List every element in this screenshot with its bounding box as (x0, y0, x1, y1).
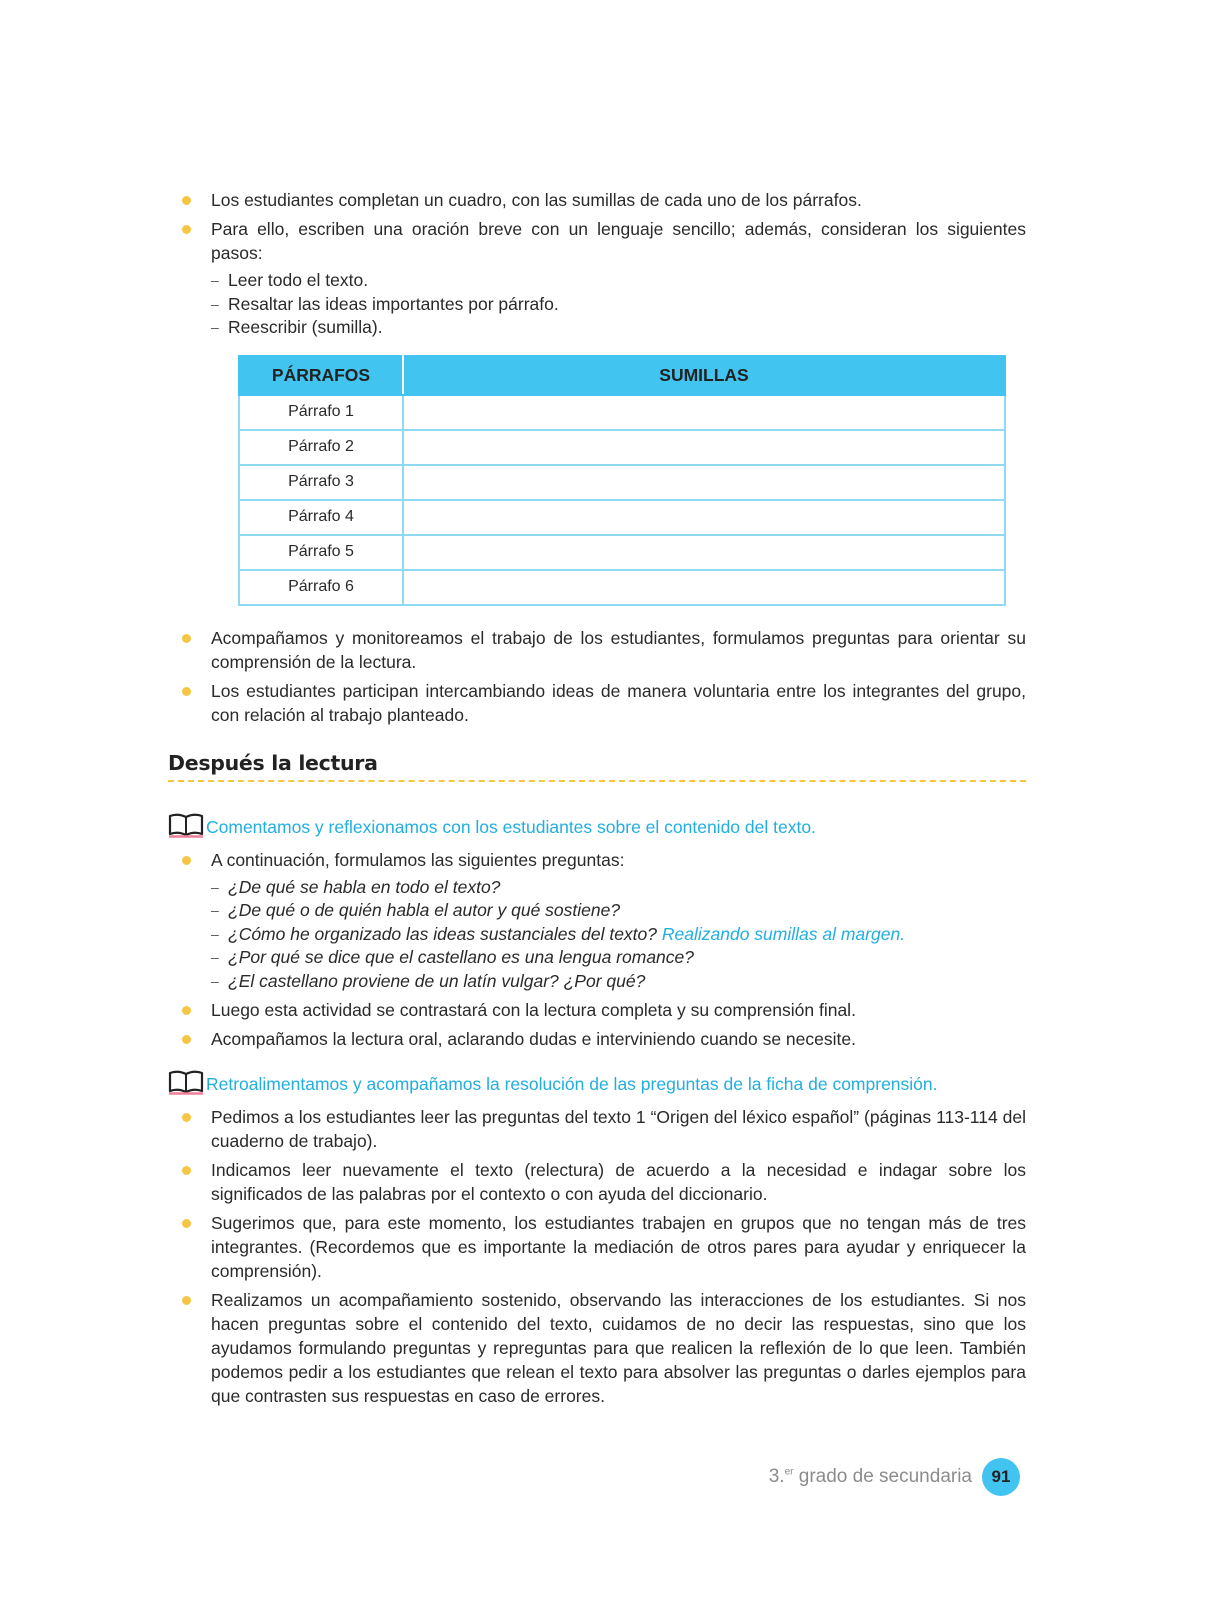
table-header-row (239, 356, 1005, 395)
bullet-icon (182, 1035, 191, 1044)
bullet-icon (182, 1113, 191, 1122)
sumilla-cell[interactable] (403, 535, 1005, 570)
open-book-icon (168, 812, 204, 838)
question-item: – ¿De qué se habla en todo el texto? (211, 876, 501, 897)
open-book-icon (168, 1069, 204, 1095)
activity-heading: Retroalimentamos y acompañamos la resolución de las preguntas de la ficha de comprensión. (168, 1069, 1026, 1095)
list-item: Los estudiantes completan un cuadro, con las sumillas de cada uno de los párrafos. (168, 188, 1026, 212)
bullet-icon (182, 1296, 191, 1305)
table-row: Párrafo 5 (239, 535, 1005, 570)
step-item: – Reescribir (sumilla). (211, 317, 383, 337)
page-number: 91 (982, 1458, 1020, 1496)
bullet-icon (182, 634, 191, 643)
page-footer (769, 1458, 1020, 1496)
bullet-icon (182, 856, 191, 865)
bullet-icon (182, 1006, 191, 1015)
list-item: Luego esta actividad se contrastará con la lectura completa y su comprensión final. (168, 998, 1026, 1022)
middle-list (168, 626, 1026, 727)
sumilla-cell[interactable] (403, 500, 1005, 535)
table-row: Párrafo 1 (239, 395, 1005, 430)
activity2-list (168, 1105, 1026, 1408)
step-item: – Leer todo el texto. (211, 270, 369, 290)
activity1-list (168, 848, 1026, 1052)
list-item: Pedimos a los estudiantes leer las preguntas del texto 1 “Origen del léxico español” (páginas 113-114 del cuaderno de trabajo). (168, 1105, 1026, 1153)
list-item: Acompañamos la lectura oral, aclarando dudas e interviniendo cuando se necesite. (168, 1027, 1026, 1051)
summary-table (238, 355, 1006, 606)
column-header-parrafos: PÁRRAFOS (239, 356, 403, 395)
list-item: Realizamos un acompañamiento sostenido, observando las interacciones de los estudiantes. Si nos hacen preguntas sobre el contenido del texto, cuidamos de no decir las respuestas, sino que los ayudamos formulando preguntas y repreguntas para que realicen la reflexión de lo que leen. También podemos pedir a los estudiantes que relean el texto para absolver las preguntas o darles ejemplos para que contrasten sus respuestas en caso de errores. (168, 1288, 1026, 1408)
question-item: – ¿El castellano proviene de un latín vulgar? ¿Por qué? (211, 970, 646, 991)
activity-heading: Comentamos y reflexionamos con los estudiantes sobre el contenido del texto. (168, 812, 1026, 838)
table-row: Párrafo 2 (239, 430, 1005, 465)
answer-note: Realizando sumillas al margen. (661, 923, 906, 944)
list-item: Para ello, escriben una oración breve con un lenguaje sencillo; además, consideran los siguientes pasos: – Leer todo el texto. – Resaltar las ideas importantes por párrafo. – Reescribir (sumilla). (168, 217, 1026, 340)
bullet-icon (182, 225, 191, 234)
column-header-sumillas: SUMILLAS (403, 356, 1005, 395)
question-item: – ¿De qué o de quién habla el autor y qué sostiene? (211, 900, 621, 920)
sumilla-cell[interactable] (403, 465, 1005, 500)
list-item: Los estudiantes participan intercambiando ideas de manera voluntaria entre los integrantes del grupo, con relación al trabajo planteado. (168, 679, 1026, 727)
intro-list (168, 188, 1026, 340)
bullet-icon (182, 1219, 191, 1228)
question-item: – ¿Por qué se dice que el castellano es una lengua romance? (211, 947, 694, 967)
page-content (168, 188, 1026, 1413)
sumilla-cell[interactable] (403, 430, 1005, 465)
section-title: Después la lectura (168, 751, 1026, 782)
sumilla-cell[interactable] (403, 395, 1005, 430)
list-item: Sugerimos que, para este momento, los estudiantes trabajen en grupos que no tengan más de tres integrantes. (Recordemos que es importante la mediación de otros pares para ayudar y enriquecer la comprensión). (168, 1211, 1026, 1283)
question-item: – ¿Cómo he organizado las ideas sustanciales del texto? Realizando sumillas al margen. (211, 923, 906, 944)
questions-list (211, 876, 1026, 994)
bullet-icon (182, 1166, 191, 1175)
list-item: Indicamos leer nuevamente el texto (relectura) de acuerdo a la necesidad e indagar sobre los significados de las palabras por el contexto o con ayuda del diccionario. (168, 1158, 1026, 1206)
step-item: – Resaltar las ideas importantes por párrafo. (211, 293, 559, 314)
bullet-icon (182, 687, 191, 696)
sumilla-cell[interactable] (403, 570, 1005, 605)
table-row: Párrafo 6 (239, 570, 1005, 605)
bullet-icon (182, 196, 191, 205)
list-item: Acompañamos y monitoreamos el trabajo de los estudiantes, formulamos preguntas para orientar su comprensión de la lectura. (168, 626, 1026, 674)
grade-label: 3.$^{er}$ grado de secundaria (768, 1466, 972, 1487)
list-item: A continuación, formulamos las siguientes preguntas: – ¿De qué se habla en todo el texto? – ¿De qué o de quién habla el autor y qué sostiene? – ¿Cómo he organizado las ideas sustanciales del texto? Realizando sumillas al margen. – ¿Por qué se dice que el castellano es una lengua romance? – ¿El castellano proviene de un latín vulgar? ¿Por qué? (168, 848, 1026, 994)
steps-list (211, 269, 1026, 340)
table-row: Párrafo 3 (239, 465, 1005, 500)
table-row: Párrafo 4 (239, 500, 1005, 535)
